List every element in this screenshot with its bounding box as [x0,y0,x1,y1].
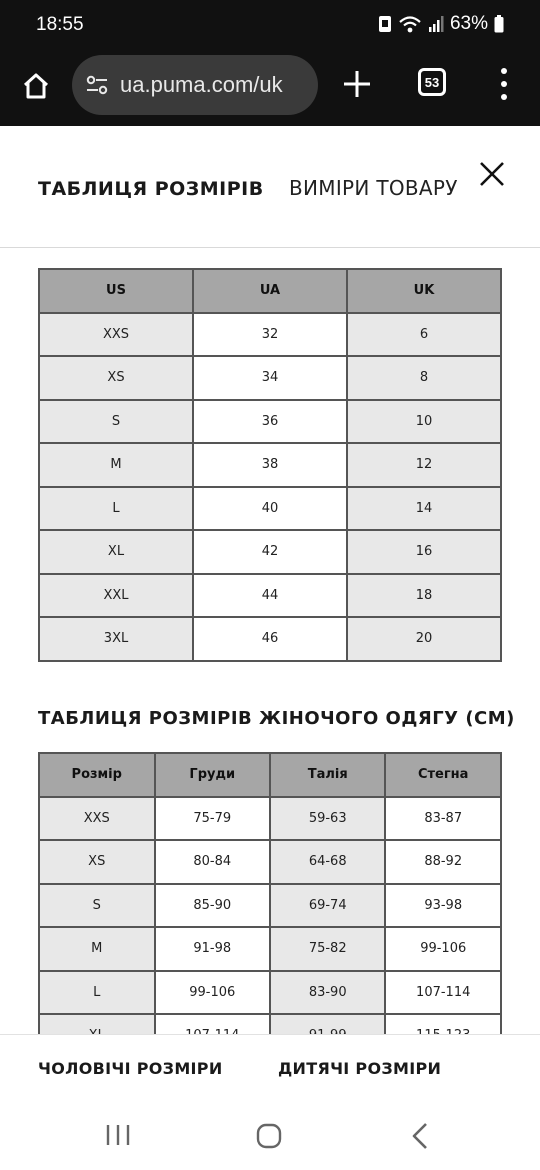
table-cell: 16 [347,530,501,574]
status-icons [378,13,504,35]
wifi-icon [398,15,422,33]
tab-switcher-button[interactable]: 53 [418,68,446,96]
table-cell: 75-79 [155,797,270,841]
table-row [39,797,501,841]
table-cell: 93-98 [385,884,501,928]
table-cell: XS [39,840,155,884]
table-cell: XL [39,530,193,574]
table-cell: S [39,884,155,928]
close-icon[interactable] [478,160,506,188]
table-cell: 64-68 [270,840,385,884]
table-cell: 69-74 [270,884,385,928]
menu-dot [501,68,507,74]
browser-toolbar [0,52,540,126]
table-row [39,400,501,444]
menu-dot [501,81,507,87]
address-bar[interactable] [72,55,318,115]
system-nav-bar [0,1100,540,1170]
tab-mens-sizes[interactable]: ЧОЛОВІЧІ РОЗМІРИ [38,1059,223,1078]
table-row [39,530,501,574]
table-row [39,443,501,487]
table-cell: 34 [193,356,347,400]
table-cell: 18 [347,574,501,618]
table-cell: M [39,443,193,487]
table-header-cell: Стегна [385,753,501,797]
table-row [39,840,501,884]
table-header-cell: Розмір [39,753,155,797]
table-cell: M [39,927,155,971]
back-icon[interactable] [410,1122,430,1150]
table-row [39,617,501,661]
table-header-row [39,753,501,797]
table-cell: 46 [193,617,347,661]
battery-icon [494,15,504,33]
table-cell: L [39,971,155,1015]
table-cell: 80-84 [155,840,270,884]
table-cell: 91-98 [155,927,270,971]
table-cell: 8 [347,356,501,400]
table-row [39,971,501,1015]
table-cell: 83-90 [270,971,385,1015]
battery-percent: 63% [449,13,488,34]
table-cell: 107-114 [385,971,501,1015]
table-cell: 32 [193,313,347,357]
table-cell: 20 [347,617,501,661]
table-header-cell: UA [193,269,347,313]
table-cell: 6 [347,313,501,357]
table-cell: 40 [193,487,347,531]
table-row [39,487,501,531]
notification-icon [378,15,392,33]
tab-size-chart[interactable]: ТАБЛИЦЯ РОЗМІРІВ [38,178,264,200]
home-icon [21,71,51,101]
table-cell: 42 [193,530,347,574]
womens-size-table [38,752,502,1059]
table-cell: S [39,400,193,444]
browser-menu-button[interactable] [494,66,514,102]
table-header-cell: US [39,269,193,313]
recent-apps-icon[interactable] [105,1123,131,1147]
signal-icon [428,15,444,33]
modal-header [0,126,540,248]
tab-product-measurements[interactable]: ВИМІРИ ТОВАРУ [289,176,458,200]
site-settings-icon[interactable] [84,72,110,98]
browser-home-button[interactable] [16,66,56,106]
table-cell: 3XL [39,617,193,661]
tab-kids-sizes[interactable]: ДИТЯЧІ РОЗМІРИ [278,1059,442,1078]
table-row [39,574,501,618]
table-cell: XS [39,356,193,400]
table-cell: 83-87 [385,797,501,841]
table-header-cell: Талія [270,753,385,797]
table-row [39,884,501,928]
table-cell: 99-106 [155,971,270,1015]
url-text: ua.puma.com/uk [120,72,283,97]
table-cell: 59-63 [270,797,385,841]
table-row [39,356,501,400]
status-time: 18:55 [36,14,84,35]
status-bar [0,0,540,52]
table-cell: XXS [39,797,155,841]
system-home-icon[interactable] [256,1123,282,1149]
womens-size-chart-title: ТАБЛИЦЯ РОЗМІРІВ ЖІНОЧОГО ОДЯГУ (СМ) [38,708,515,729]
table-header-row [39,269,501,313]
table-header-cell: Груди [155,753,270,797]
new-tab-button[interactable] [339,66,375,102]
bottom-size-tabs [0,1034,540,1100]
table-cell: 10 [347,400,501,444]
table-header-cell: UK [347,269,501,313]
table-cell: 38 [193,443,347,487]
table-cell: 14 [347,487,501,531]
table-cell: XXS [39,313,193,357]
table-row [39,313,501,357]
table-cell: 75-82 [270,927,385,971]
table-cell: 99-106 [385,927,501,971]
table-cell: 36 [193,400,347,444]
table-row [39,927,501,971]
menu-dot [501,94,507,100]
table-cell: L [39,487,193,531]
table-cell: 85-90 [155,884,270,928]
table-cell: 88-92 [385,840,501,884]
size-conversion-table [38,268,502,662]
size-chart-content[interactable] [0,248,540,1034]
table-cell: 44 [193,574,347,618]
table-cell: XXL [39,574,193,618]
table-cell: 12 [347,443,501,487]
